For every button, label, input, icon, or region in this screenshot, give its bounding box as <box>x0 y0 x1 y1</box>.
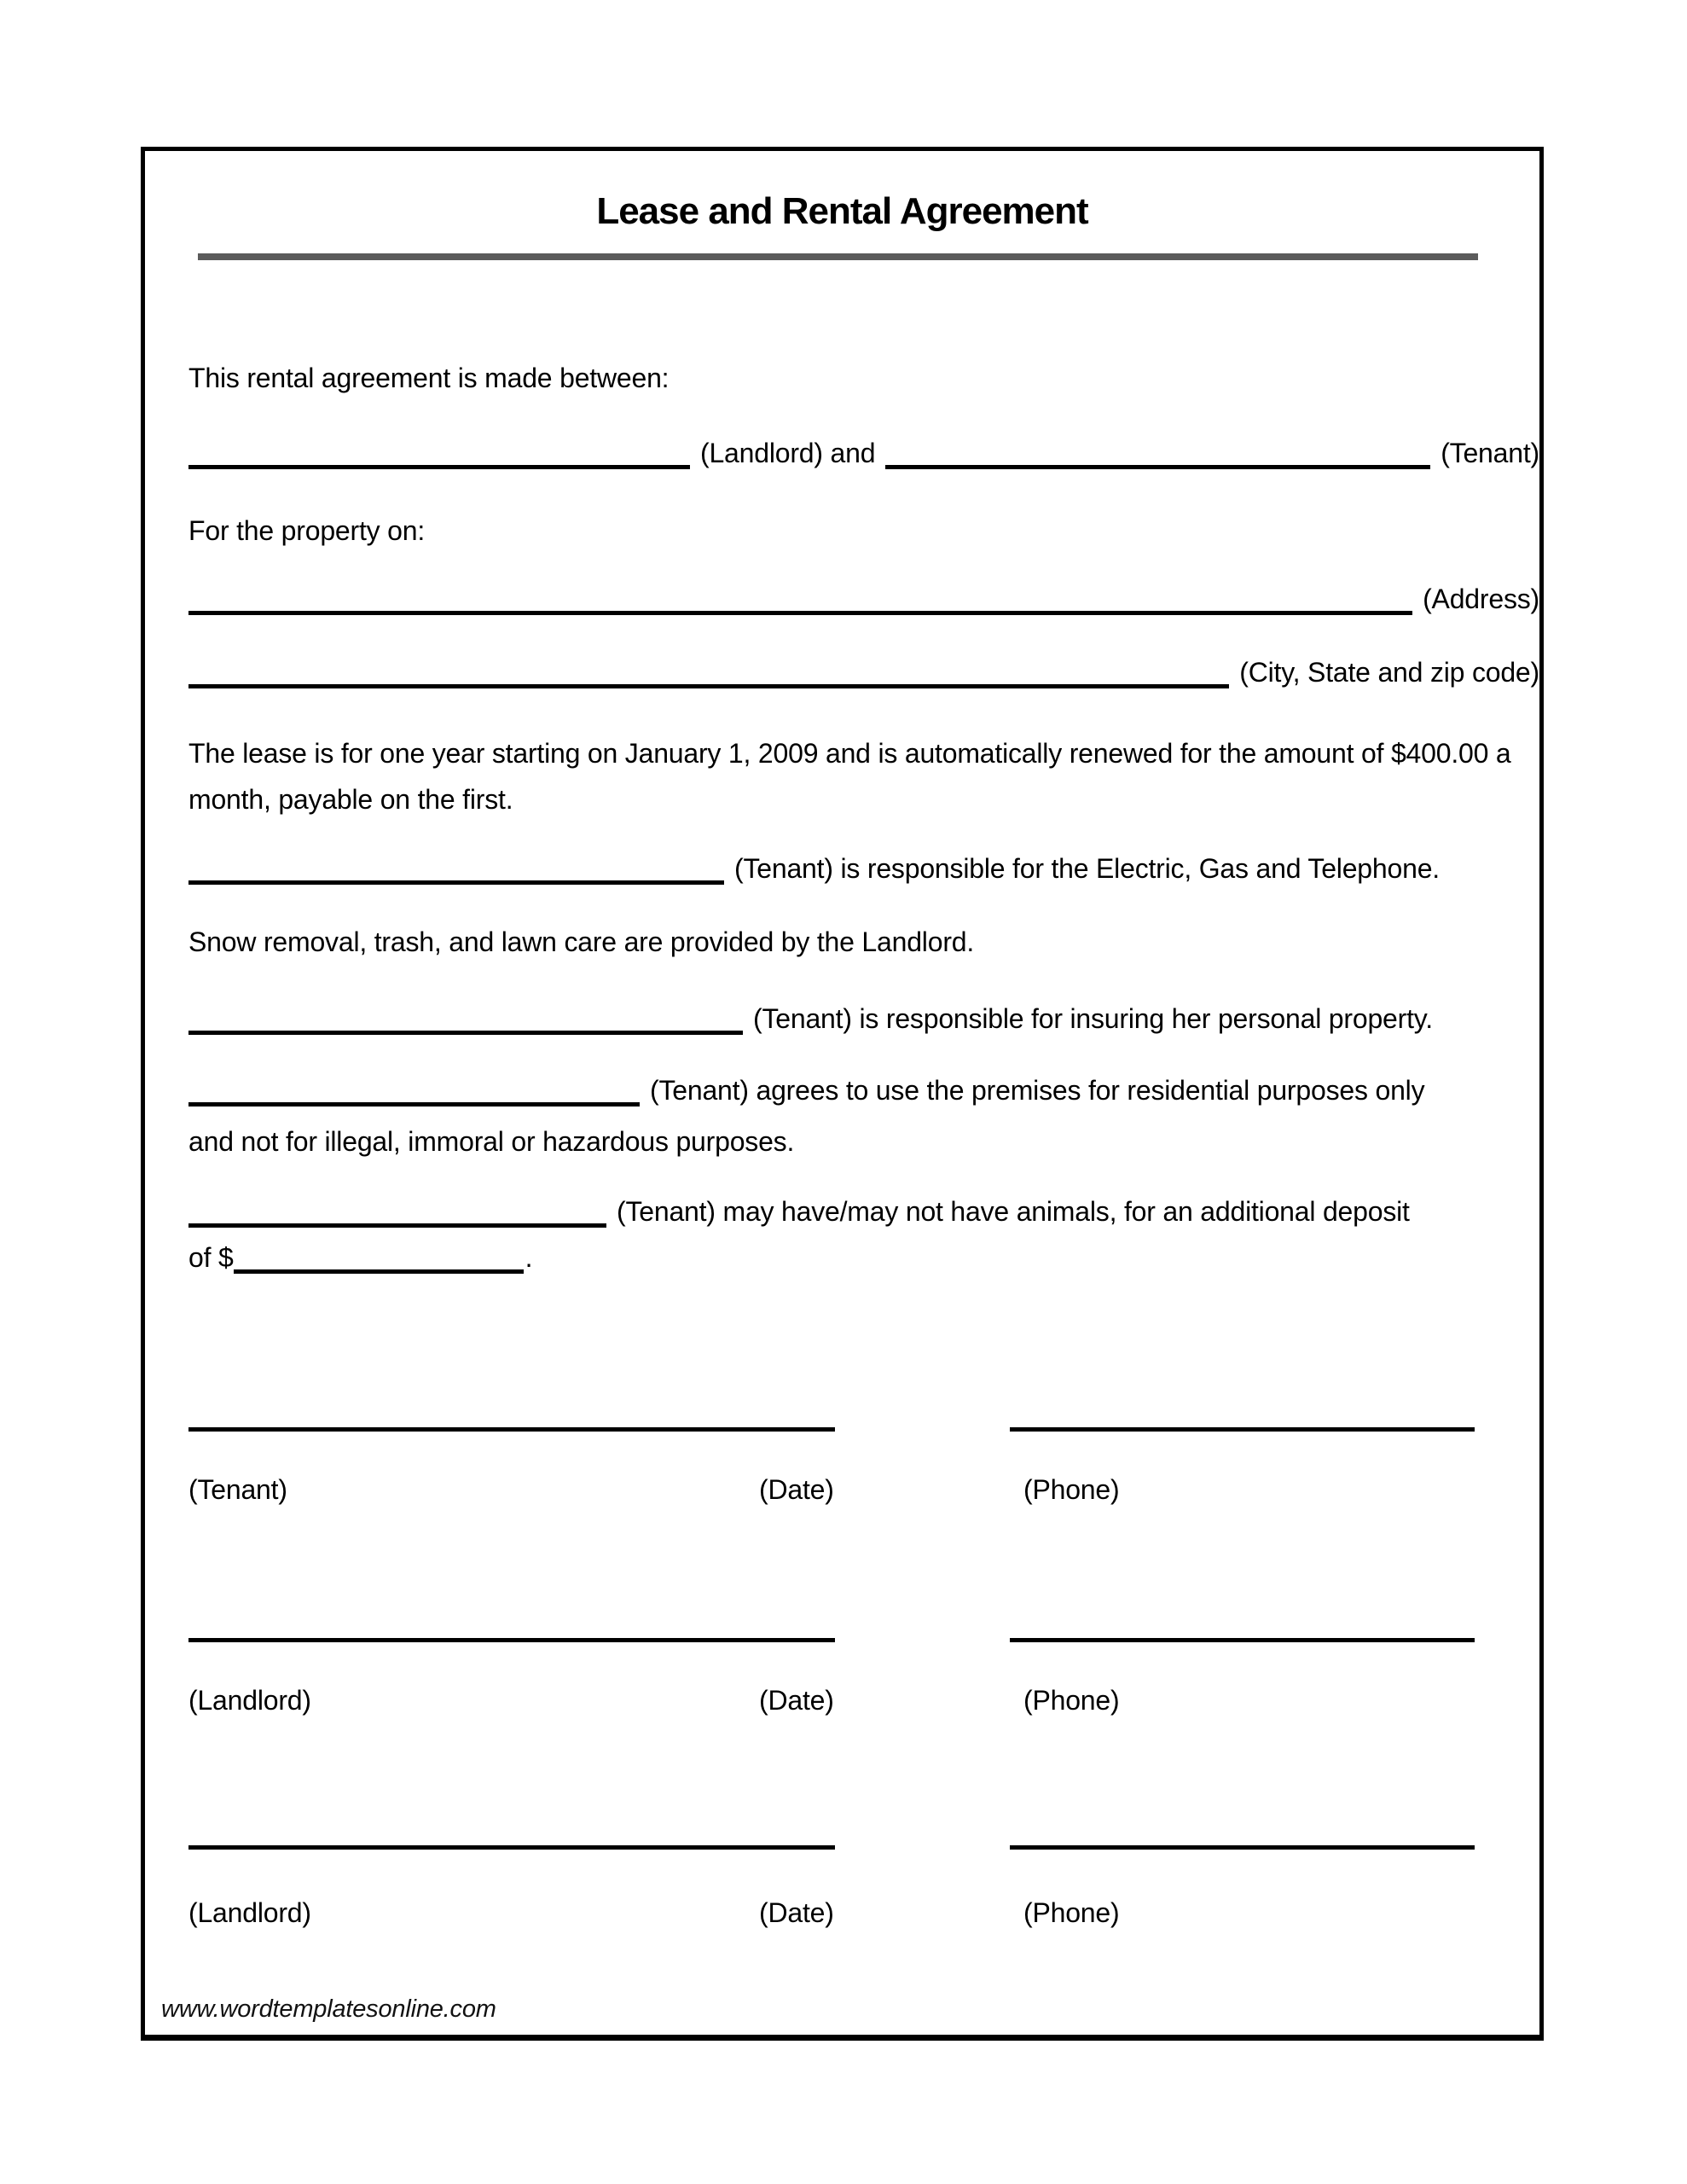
premises-fill-row <box>188 1064 1539 1107</box>
city-state-zip-label: (City, State and zip code) <box>1239 657 1539 688</box>
landlord-name-blank <box>188 456 690 469</box>
tenant-label: (Tenant) <box>1441 438 1539 468</box>
landlord-and-label: (Landlord) and <box>700 438 876 468</box>
deposit-amount-blank <box>234 1261 524 1274</box>
deposit-fill-row <box>188 1231 532 1274</box>
landlord2-date-label: (Date) <box>759 1897 834 1928</box>
city-fill-row <box>188 646 1539 688</box>
page-title: Lease and Rental Agreement <box>596 190 1088 232</box>
lease-agreement-page <box>141 147 1544 2041</box>
utilities-label: (Tenant) is responsible for the Electric, Gas and Telephone. <box>734 853 1440 884</box>
landlord1-phone-line <box>1010 1638 1475 1642</box>
landlord1-date-label: (Date) <box>759 1685 834 1716</box>
animals-fill-row <box>188 1185 1539 1228</box>
property-intro-text: For the property on: <box>188 515 426 546</box>
title-rule <box>198 253 1478 260</box>
landlord2-phone-line <box>1010 1845 1475 1850</box>
address-blank <box>188 602 1412 615</box>
address-fill-row <box>188 572 1539 615</box>
insurance-tenant-blank <box>188 1022 743 1035</box>
utilities-tenant-blank <box>188 872 724 885</box>
premises-label: (Tenant) agrees to use the premises for residential purposes only <box>650 1075 1425 1106</box>
address-label: (Address) <box>1423 584 1539 614</box>
landlord2-phone-label: (Phone) <box>1023 1897 1120 1928</box>
landlord2-signature-label: (Landlord) <box>188 1897 311 1928</box>
parties-fill-row <box>188 427 1539 469</box>
lease-terms-paragraph: The lease is for one year starting on January 1, 2009 and is automatically renewed for the amount of $400.00 a month, payable on the first. <box>188 738 1511 815</box>
tenant-phone-line <box>1010 1427 1475 1432</box>
footer-url: www.wordtemplatesonline.com <box>161 1995 496 2023</box>
tenant-phone-label: (Phone) <box>1023 1474 1120 1505</box>
premises-tenant-blank <box>188 1094 640 1107</box>
animals-tenant-blank <box>188 1215 606 1228</box>
insurance-fill-row <box>188 992 1539 1035</box>
utilities-fill-row <box>188 842 1539 885</box>
landlord2-signature-line <box>188 1845 835 1850</box>
intro-text: This rental agreement is made between: <box>188 363 670 393</box>
insurance-label: (Tenant) is responsible for insuring her personal property. <box>753 1003 1433 1034</box>
landlord1-signature-line <box>188 1638 835 1642</box>
deposit-period: . <box>525 1242 533 1273</box>
animals-label: (Tenant) may have/may not have animals, for an additional deposit <box>617 1196 1410 1227</box>
services-text: Snow removal, trash, and lawn care are provided by the Landlord. <box>188 926 975 957</box>
city-state-zip-blank <box>188 676 1229 688</box>
tenant-signature-label: (Tenant) <box>188 1474 287 1505</box>
landlord1-signature-label: (Landlord) <box>188 1685 311 1716</box>
tenant-signature-line <box>188 1427 835 1432</box>
deposit-prefix: of $ <box>188 1242 234 1273</box>
landlord1-phone-label: (Phone) <box>1023 1685 1120 1716</box>
tenant-date-label: (Date) <box>759 1474 834 1505</box>
tenant-name-blank <box>885 456 1430 469</box>
premises-continuation-text: and not for illegal, immoral or hazardous purposes. <box>188 1126 795 1157</box>
